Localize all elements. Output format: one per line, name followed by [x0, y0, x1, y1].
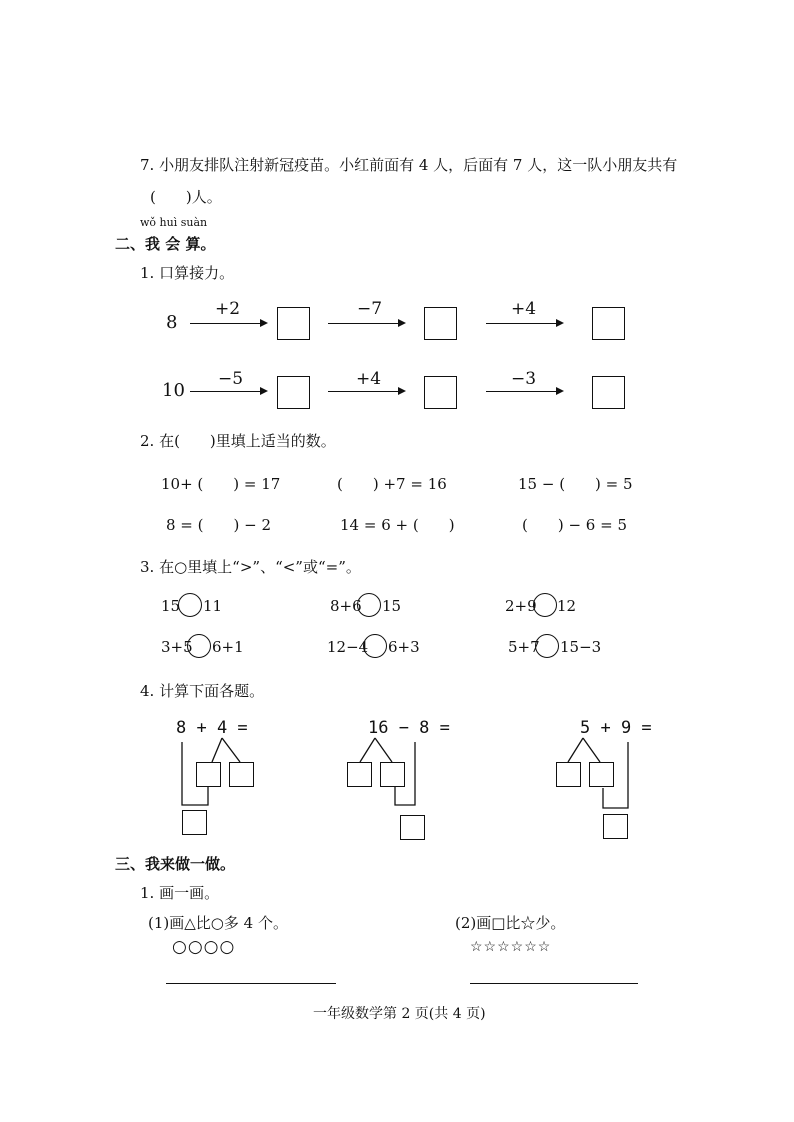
draw-task-a-label: (1)画△比○多 4 个。	[148, 914, 288, 932]
compare-right: 15	[382, 597, 402, 615]
answer-box[interactable]	[400, 815, 425, 840]
answer-box[interactable]	[182, 810, 207, 835]
draw-task-b-label: (2)画□比☆少。	[455, 914, 566, 932]
circle-shapes: ○○○○	[172, 937, 236, 957]
compare-right: 12	[557, 597, 577, 615]
chain2-op2: +4	[356, 369, 382, 389]
compare-left: 12−4	[327, 638, 369, 656]
page-footer: 一年级数学第 2 页(共 4 页)	[313, 1006, 486, 1022]
part3-title: 3. 在○里填上“>”、“<”或“=”。	[140, 558, 361, 576]
compare-left: 15	[161, 597, 181, 615]
question-7-answer-blank[interactable]: ( )人。	[150, 188, 222, 206]
section3-sub1: 1. 画一画。	[140, 884, 220, 902]
answer-box[interactable]	[589, 762, 614, 787]
chain2-op1: −5	[218, 369, 244, 389]
compare-right: 11	[203, 597, 223, 615]
compare-left: 2+9	[505, 597, 537, 615]
fill-blank-item[interactable]: ( ) − 6 = 5	[522, 516, 628, 534]
question-7-line1: 7. 小朋友排队注射新冠疫苗。小红前面有 4 人，后面有 7 人，这一队小朋友共有	[140, 156, 678, 174]
draw-line-b[interactable]	[470, 983, 638, 984]
star-shapes: ☆☆☆☆☆☆	[470, 939, 552, 955]
fill-blank-item[interactable]: 8 = ( ) − 2	[166, 516, 272, 534]
chain2-op3: −3	[511, 369, 537, 389]
answer-box[interactable]	[229, 762, 254, 787]
fill-blank-item[interactable]: 15 − ( ) = 5	[518, 475, 633, 493]
fill-blank-item[interactable]: ( ) +7 = 16	[337, 475, 447, 493]
section3-title: 三、我来做一做。	[115, 855, 236, 873]
part4-title: 4. 计算下面各题。	[140, 682, 265, 700]
fill-blank-item[interactable]: 10+ ( ) = 17	[161, 475, 281, 493]
chain1-op1: +2	[215, 299, 241, 319]
compare-left: 3+5	[161, 638, 193, 656]
chain1-start: 8	[166, 312, 178, 333]
answer-box[interactable]	[380, 762, 405, 787]
equation: 5 + 9 =	[580, 718, 652, 738]
equation: 16 − 8 =	[368, 718, 450, 738]
draw-line-a[interactable]	[166, 983, 336, 984]
compare-right: 6+1	[212, 638, 244, 656]
chain1-op3: +4	[511, 299, 537, 319]
compare-left: 5+7	[508, 638, 540, 656]
part2-title: 2. 在( )里填上适当的数。	[140, 432, 336, 450]
compare-right: 15−3	[560, 638, 602, 656]
answer-box[interactable]	[347, 762, 372, 787]
section2-pinyin: wǒ huì suàn	[140, 216, 208, 229]
compare-right: 6+3	[388, 638, 420, 656]
compare-left: 8+6	[330, 597, 362, 615]
fill-blank-item[interactable]: 14 = 6 + ( )	[340, 516, 455, 534]
part1-title: 1. 口算接力。	[140, 264, 235, 282]
section2-title: 二、我 会 算。	[115, 235, 216, 253]
answer-box[interactable]	[603, 814, 628, 839]
answer-box[interactable]	[196, 762, 221, 787]
chain1-op2: −7	[357, 299, 383, 319]
chain2-start: 10	[162, 380, 185, 401]
answer-box[interactable]	[556, 762, 581, 787]
equation: 8 + 4 =	[176, 718, 248, 738]
